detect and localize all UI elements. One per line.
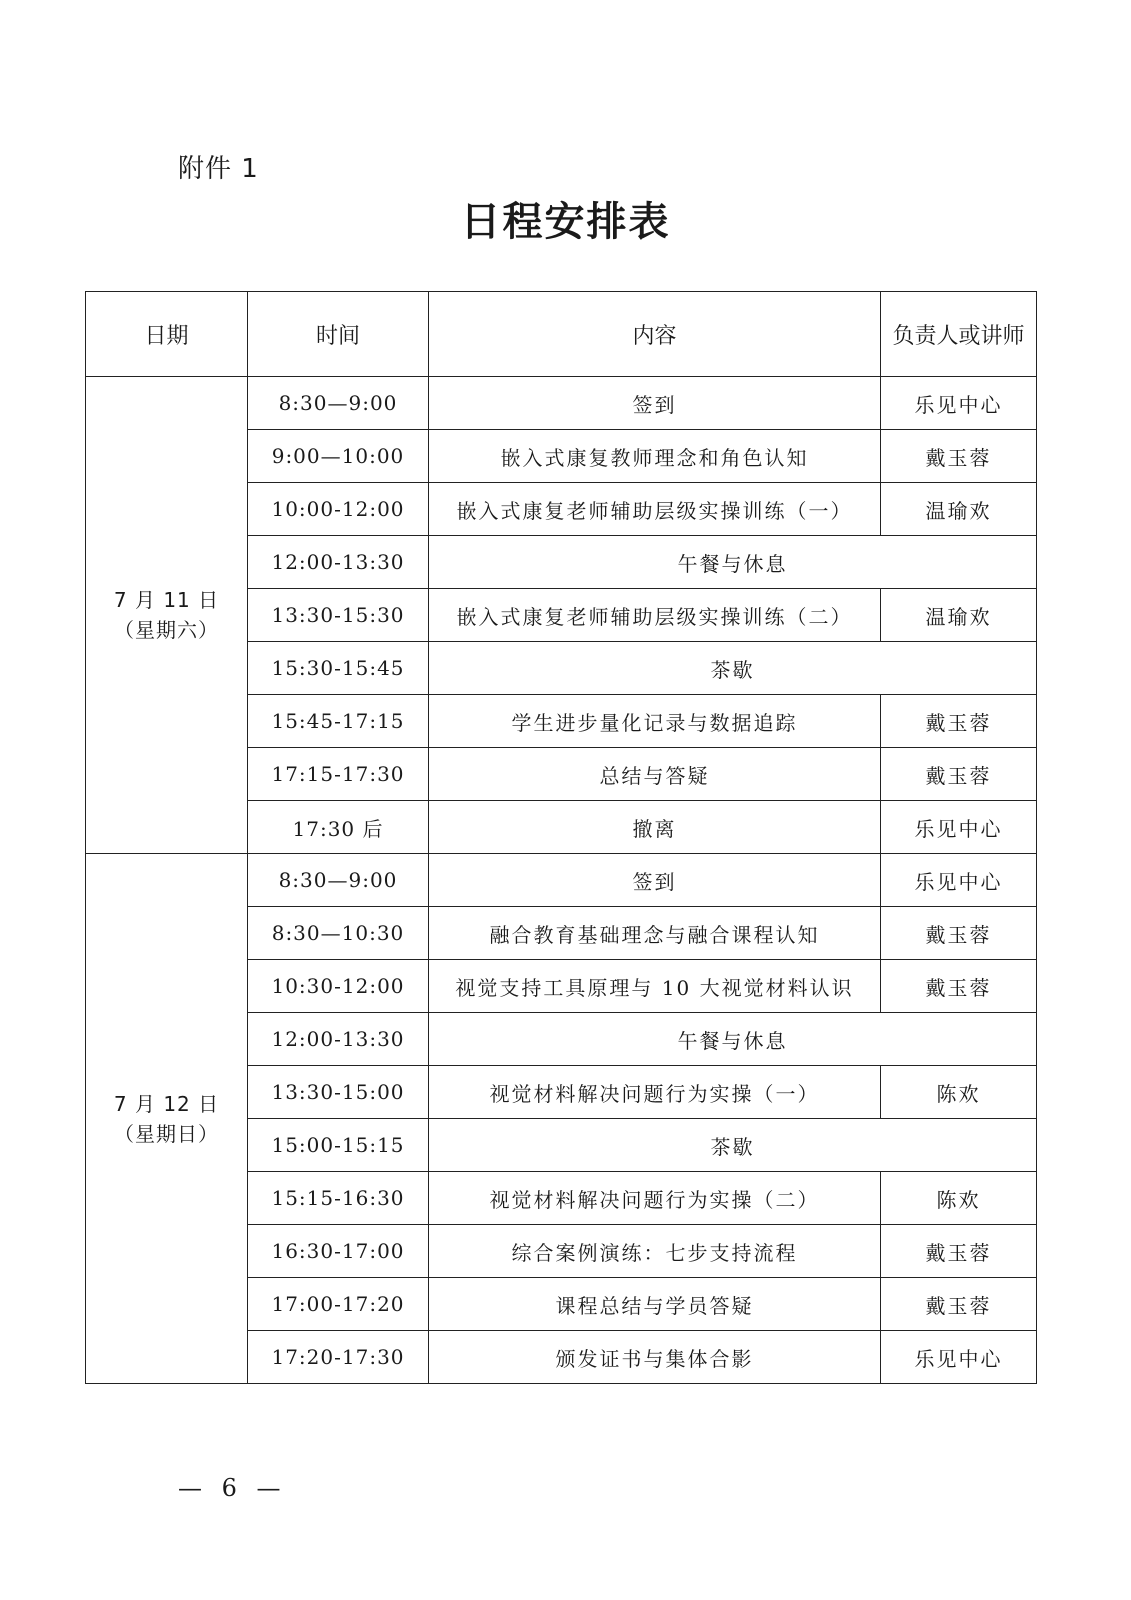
time-cell: 8:30—9:00 bbox=[248, 854, 429, 907]
content-cell: 颁发证书与集体合影 bbox=[429, 1331, 881, 1384]
table-row bbox=[86, 377, 1037, 430]
schedule-table bbox=[85, 291, 1037, 1384]
lead-cell: 温瑜欢 bbox=[881, 589, 1037, 642]
header-row bbox=[86, 292, 1037, 377]
content-cell: 嵌入式康复老师辅助层级实操训练（二） bbox=[429, 589, 881, 642]
lead-cell: 戴玉蓉 bbox=[881, 1278, 1037, 1331]
header-time: 时间 bbox=[248, 292, 429, 377]
content-cell: 视觉支持工具原理与 10 大视觉材料认识 bbox=[429, 960, 881, 1013]
content-cell: 嵌入式康复老师辅助层级实操训练（一） bbox=[429, 483, 881, 536]
lead-cell: 戴玉蓉 bbox=[881, 1225, 1037, 1278]
lead-cell: 戴玉蓉 bbox=[881, 430, 1037, 483]
time-cell: 17:20-17:30 bbox=[248, 1331, 429, 1384]
content-cell: 综合案例演练：七步支持流程 bbox=[429, 1225, 881, 1278]
content-cell: 茶歇 bbox=[429, 1119, 1037, 1172]
time-cell: 15:30-15:45 bbox=[248, 642, 429, 695]
header-date: 日期 bbox=[86, 292, 248, 377]
header-content: 内容 bbox=[429, 292, 881, 377]
time-cell: 17:15-17:30 bbox=[248, 748, 429, 801]
lead-cell: 乐见中心 bbox=[881, 377, 1037, 430]
time-cell: 17:00-17:20 bbox=[248, 1278, 429, 1331]
content-cell: 视觉材料解决问题行为实操（一） bbox=[429, 1066, 881, 1119]
date-cell bbox=[86, 377, 248, 854]
content-cell: 午餐与休息 bbox=[429, 536, 1037, 589]
attachment-label: 附件 1 bbox=[178, 154, 259, 184]
content-cell: 午餐与休息 bbox=[429, 1013, 1037, 1066]
content-cell: 视觉材料解决问题行为实操（二） bbox=[429, 1172, 881, 1225]
time-cell: 15:00-15:15 bbox=[248, 1119, 429, 1172]
document-title: 日程安排表 bbox=[460, 198, 671, 245]
header-lead: 负责人或讲师 bbox=[881, 292, 1037, 377]
time-cell: 9:00—10:00 bbox=[248, 430, 429, 483]
time-cell: 15:45-17:15 bbox=[248, 695, 429, 748]
time-cell: 8:30—10:30 bbox=[248, 907, 429, 960]
lead-cell: 戴玉蓉 bbox=[881, 695, 1037, 748]
time-cell: 16:30-17:00 bbox=[248, 1225, 429, 1278]
content-cell: 撤离 bbox=[429, 801, 881, 854]
date-text: 7 月 11 日 bbox=[113, 588, 220, 612]
time-cell: 15:15-16:30 bbox=[248, 1172, 429, 1225]
date-text: 7 月 12 日 bbox=[113, 1091, 220, 1116]
lead-cell: 乐见中心 bbox=[881, 801, 1037, 854]
time-cell: 17:30 后 bbox=[248, 801, 429, 854]
weekday-text: （星期六） bbox=[114, 618, 219, 642]
time-cell: 10:00-12:00 bbox=[248, 483, 429, 536]
lead-cell: 乐见中心 bbox=[881, 1331, 1037, 1384]
lead-cell: 乐见中心 bbox=[881, 854, 1037, 907]
lead-cell: 温瑜欢 bbox=[881, 483, 1037, 536]
time-cell: 8:30—9:00 bbox=[248, 377, 429, 430]
content-cell: 茶歇 bbox=[429, 642, 1037, 695]
content-cell: 融合教育基础理念与融合课程认知 bbox=[429, 907, 881, 960]
time-cell: 13:30-15:30 bbox=[248, 589, 429, 642]
content-cell: 学生进步量化记录与数据追踪 bbox=[429, 695, 881, 748]
page-number: — 6 — bbox=[178, 1474, 287, 1502]
lead-cell: 戴玉蓉 bbox=[881, 960, 1037, 1013]
lead-cell: 陈欢 bbox=[881, 1066, 1037, 1119]
content-cell: 签到 bbox=[429, 854, 881, 907]
lead-cell: 陈欢 bbox=[881, 1172, 1037, 1225]
content-cell: 嵌入式康复教师理念和角色认知 bbox=[429, 430, 881, 483]
lead-cell: 戴玉蓉 bbox=[881, 748, 1037, 801]
content-cell: 签到 bbox=[429, 377, 881, 430]
date-cell bbox=[86, 854, 248, 1384]
time-cell: 13:30-15:00 bbox=[248, 1066, 429, 1119]
table-row bbox=[86, 854, 1037, 907]
time-cell: 12:00-13:30 bbox=[248, 536, 429, 589]
lead-cell: 戴玉蓉 bbox=[881, 907, 1037, 960]
time-cell: 12:00-13:30 bbox=[248, 1013, 429, 1066]
time-cell: 10:30-12:00 bbox=[248, 960, 429, 1013]
content-cell: 课程总结与学员答疑 bbox=[429, 1278, 881, 1331]
content-cell: 总结与答疑 bbox=[429, 748, 881, 801]
weekday-text: （星期日） bbox=[114, 1121, 219, 1146]
